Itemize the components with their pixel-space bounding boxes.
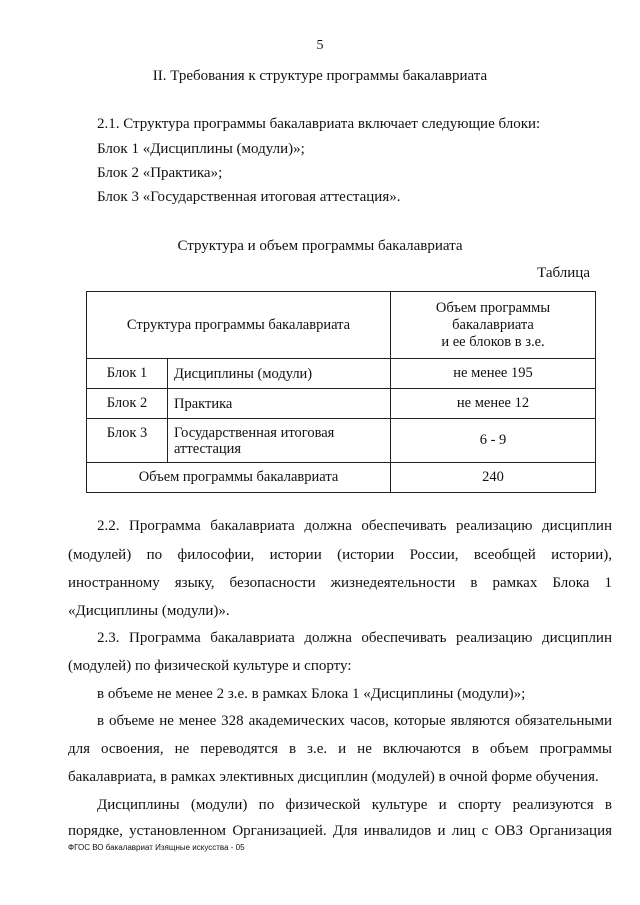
cell-volume: 6 - 9 bbox=[391, 419, 596, 463]
table-row bbox=[87, 359, 596, 389]
table-total-row bbox=[87, 463, 596, 493]
header-structure: Структура программы бакалавриата bbox=[87, 292, 391, 359]
header-volume-line: Объем программы bbox=[435, 299, 551, 316]
paragraph-2-3-line: в объеме не менее 328 академических часов, которые являются обязательными bbox=[97, 713, 612, 729]
cell-volume: не менее 12 bbox=[391, 389, 596, 419]
cell-block: Блок 1 bbox=[87, 359, 168, 389]
cell-name bbox=[168, 419, 391, 463]
program-structure-table bbox=[86, 291, 596, 493]
cell-block: Блок 2 bbox=[87, 389, 168, 419]
paragraph-2-4-line: порядке, установленном Организацией. Для инвалидов и лиц с ОВЗ Организация bbox=[68, 823, 612, 839]
header-volume-line: бакалавриата bbox=[452, 316, 534, 333]
table-caption: Структура и объем программы бакалавриата bbox=[177, 238, 463, 254]
block-3-item: Блок 3 «Государственная итоговая аттестация». bbox=[97, 189, 401, 205]
cell-name: Дисциплины (модули) bbox=[168, 359, 391, 389]
header-volume-line: и ее блоков в з.е. bbox=[441, 333, 545, 350]
paragraph-2-3-line: для освоения, не переводятся в з.е. и не включаются в объем программы bbox=[68, 741, 612, 757]
cell-name: Практика bbox=[168, 389, 391, 419]
total-label: Объем программы бакалавриата bbox=[87, 463, 391, 493]
cell-block: Блок 3 bbox=[87, 419, 168, 463]
cell-volume: не менее 195 bbox=[391, 359, 596, 389]
paragraph-2-2-line: 2.2. Программа бакалавриата должна обеспечивать реализацию дисциплин bbox=[97, 518, 612, 534]
paragraph-2-2-line: иностранному языку, безопасности жизнедеятельности в рамках Блока 1 bbox=[68, 575, 612, 591]
table-row bbox=[87, 419, 596, 463]
paragraph-2-2-line: «Дисциплины (модули)». bbox=[68, 603, 230, 619]
header-volume bbox=[391, 292, 596, 359]
paragraph-2-3-line: в объеме не менее 2 з.е. в рамках Блока 1 «Дисциплины (модули)»; bbox=[97, 686, 526, 702]
paragraph-2-2-line: (модулей) по философии, истории (истории России, всеобщей истории), bbox=[68, 547, 612, 563]
table-label: Таблица bbox=[537, 265, 590, 281]
paragraph-2-3-line: 2.3. Программа бакалавриата должна обеспечивать реализацию дисциплин bbox=[97, 630, 612, 646]
cell-name-line: Государственная итоговая bbox=[174, 424, 335, 441]
page-number: 5 bbox=[316, 38, 324, 53]
section-title: II. Требования к структуре программы бакалавриата bbox=[152, 68, 488, 84]
paragraph-2-3-line: (модулей) по физической культуре и спорту: bbox=[68, 658, 352, 674]
document-footer: ФГОС ВО бакалавриат Изящные искусства - 05 bbox=[68, 843, 245, 852]
total-value: 240 bbox=[391, 463, 596, 493]
paragraph-2-4-line: Дисциплины (модули) по физической культуре и спорту реализуются в bbox=[97, 797, 612, 813]
block-1-item: Блок 1 «Дисциплины (модули)»; bbox=[97, 141, 305, 157]
paragraph-2-1-intro: 2.1. Структура программы бакалавриата включает следующие блоки: bbox=[97, 116, 541, 132]
paragraph-2-3-line: бакалавриата, в рамках элективных дисциплин (модулей) в очной форме обучения. bbox=[68, 769, 599, 785]
cell-name-line: аттестация bbox=[174, 440, 242, 457]
block-2-item: Блок 2 «Практика»; bbox=[97, 165, 223, 181]
table-row bbox=[87, 389, 596, 419]
table-header-row bbox=[87, 292, 596, 359]
